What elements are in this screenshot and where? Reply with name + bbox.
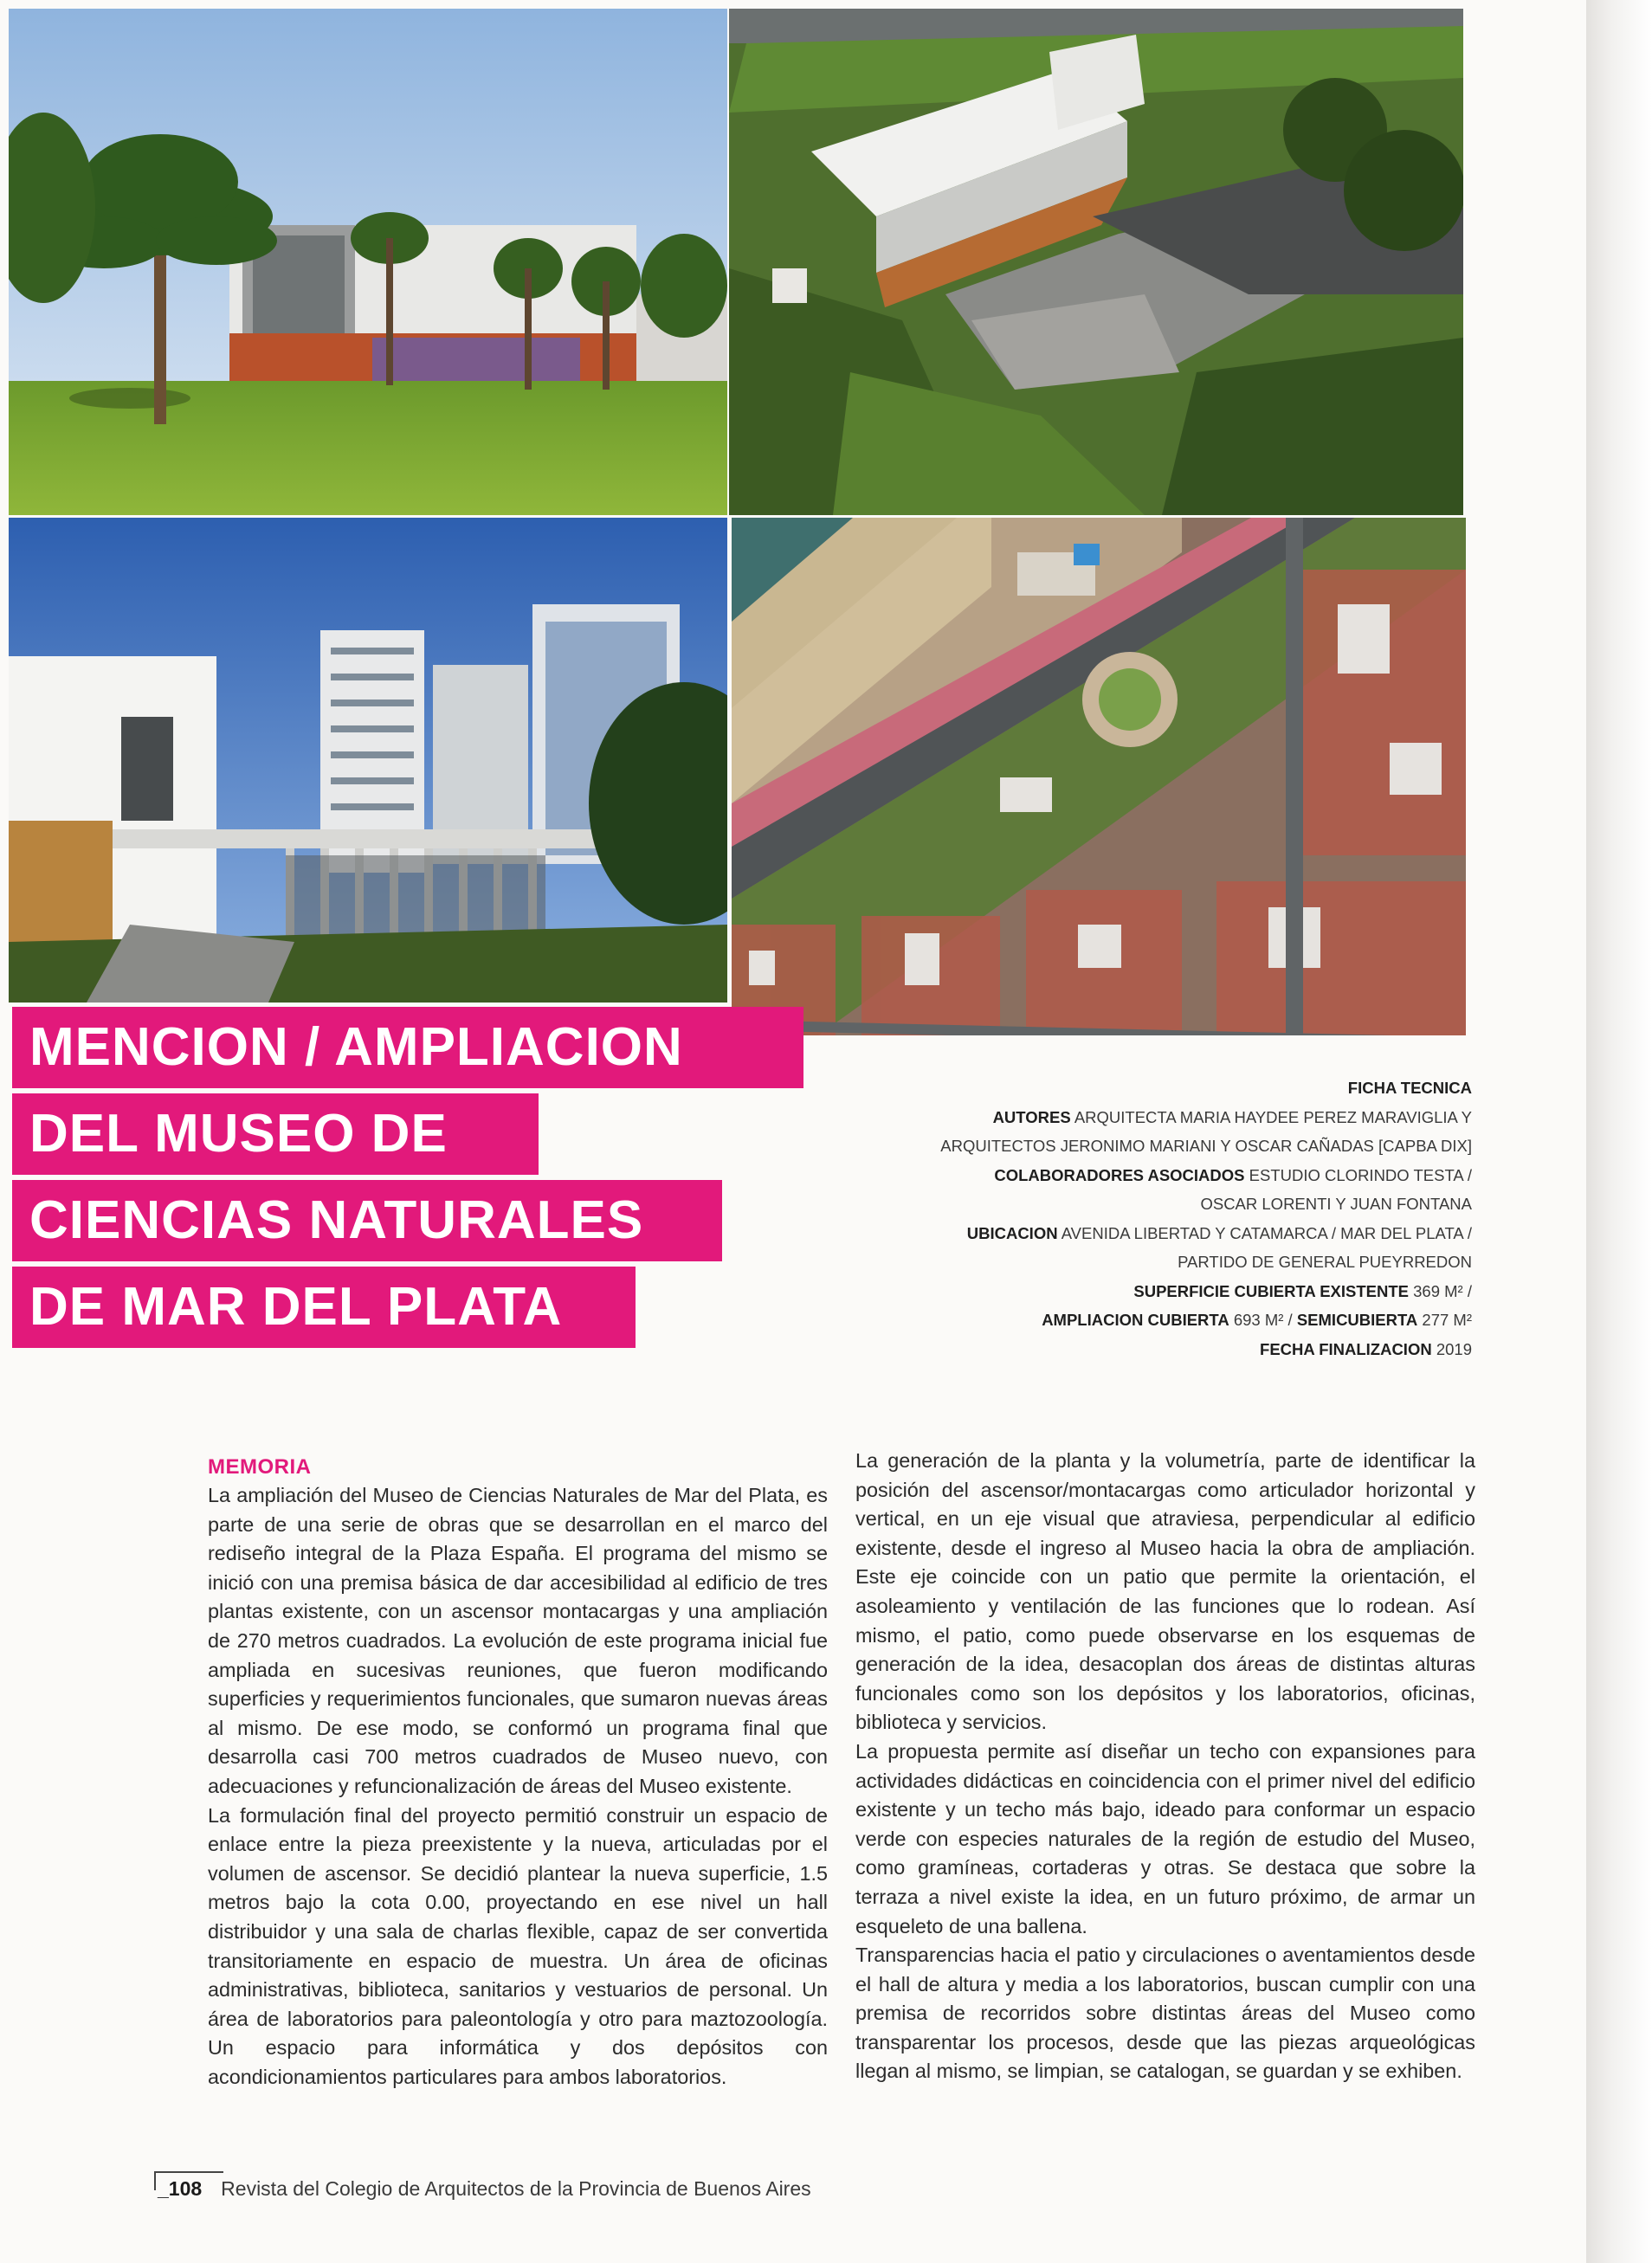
superficie-label: SUPERFICIE CUBIERTA EXISTENTE xyxy=(1133,1281,1409,1300)
ubicacion-label: UBICACION xyxy=(966,1223,1058,1242)
title-line-2: DEL MUSEO DE xyxy=(12,1093,539,1175)
autores-label: AUTORES xyxy=(992,1107,1071,1126)
photo-aerial-oblique xyxy=(729,9,1463,515)
memoria-paragraph: La generación de la planta y la volumetría, parte de identificar la posición del ascensor/montacargas como articulador horizontal y vertical, en un eje visual que atraviesa, perpendicular al edificio existente, desde el ingreso al Museo hacia la obra de ampliación. Este eje coincide con un patio que permite la orientación, el asoleamiento y ventilación de las funciones que lo rodean. Así mismo, el patio, como puede observarse en los esquemas de generación de la idea, desacoplan dos áreas de distintas alturas funcionales como son los depósitos y los laboratorios, oficinas, biblioteca y servicios. xyxy=(855,1449,1475,1734)
fecha-label: FECHA FINALIZACION xyxy=(1260,1339,1432,1358)
superficie-value: 369 M² / xyxy=(1413,1281,1472,1300)
title-line-1: MENCION / AMPLIACION xyxy=(12,1007,803,1088)
colaboradores-label: COLABORADORES ASOCIADOS xyxy=(994,1165,1245,1184)
page-edge-shadow xyxy=(1586,0,1652,2263)
page-number: _108 xyxy=(158,2177,203,2200)
memoria-paragraph: La propuesta permite así diseñar un techo con expansiones para actividades didácticas en coincidencia con el primer nivel del edificio existente y un techo más bajo, ideado para conformar un espacio verde con especies naturales de la región de estudio del Museo, como gramíneas, cortaderas y otras. Se destaca que sobre la terraza a nivel existe la idea, en un futuro próximo, de armar un esqueleto de una ballena. xyxy=(855,1739,1475,1937)
fecha-value: 2019 xyxy=(1436,1339,1472,1358)
autores-line2: ARQUITECTOS JERONIMO MARIANI Y OSCAR CAÑADAS [CAPBA DIX] xyxy=(940,1137,1472,1155)
ubicacion-line1: AVENIDA LIBERTAD Y CATAMARCA / MAR DEL PLATA / xyxy=(1061,1223,1472,1242)
memoria-heading: MEMORIA xyxy=(208,1455,312,1479)
photo-museum-exterior xyxy=(9,9,727,515)
ubicacion-line2: PARTIDO DE GENERAL PUEYRREDON xyxy=(1178,1253,1472,1271)
autores-line1: ARQUITECTA MARIA HAYDEE PEREZ MARAVIGLIA Y xyxy=(1074,1107,1472,1126)
colaboradores-line2: OSCAR LORENTI Y JUAN FONTANA xyxy=(1200,1195,1472,1213)
memoria-paragraph: La ampliación del Museo de Ciencias Naturales de Mar del Plata, es parte de una serie de obras que se desarrollan en el marco del rediseño integral de la Plaza España. El programa del mismo se inició con una premisa básica de dar accesibilidad al edificio de tres plantas existente, con un ascensor montacargas y una ampliación de 270 metros cuadrados. La evolución de este programa inicial fue ampliada en sucesivas reuniones, que fueron modificando superficies y requerimientos funcionales, que sumaron nuevas áreas al mismo. De ese modo, se conformó un programa final que desarrolla casi 700 metros cuadrados de Museo nuevo, con adecuaciones y refuncionalización de áreas del Museo existente. xyxy=(208,1484,828,1797)
memoria-column-right xyxy=(855,1447,1475,2086)
title-line-4: DE MAR DEL PLATA xyxy=(12,1267,636,1348)
semicubierta-label: SEMICUBIERTA xyxy=(1296,1311,1418,1329)
photo-aerial-topdown xyxy=(732,518,1466,1035)
memoria-column-left xyxy=(208,1453,828,2092)
footer-rule-vertical xyxy=(154,2171,156,2190)
ampliacion-label: AMPLIACION CUBIERTA xyxy=(1042,1311,1229,1329)
semicubierta-value: 277 M² xyxy=(1422,1311,1472,1329)
memoria-paragraph: Transparencias hacia el patio y circulaciones o aventamientos desde el hall de altura y media a los laboratorios, buscan cumplir con una premisa de recorridos sobre distintas áreas del Museo como transparentar los procesos, desde que las piezas arqueológicas llegan al mismo, se limpian, se catalogan, se guardan y se exhiben. xyxy=(855,1944,1475,2083)
page-footer xyxy=(158,2177,811,2201)
photo-courtyard-towers xyxy=(9,518,727,1003)
colaboradores-line1: ESTUDIO CLORINDO TESTA / xyxy=(1249,1165,1472,1184)
memoria-paragraph: La formulación final del proyecto permitió construir un espacio de enlace entre la pieza preexistente y la nueva, articuladas por el volumen de ascensor. Se decidió plantear la nueva superficie, 1.5 metros bajo la cota 0.00, proyectando en ese nivel un hall distribuidor y una sala de charlas flexible, capaz de ser convertida transitoriamente en espacio de muestra. Un área de oficinas administrativas, biblioteca, sanitarios y vestuarios de personal. Un área de laboratorios para paleontología y otro para maztozoología. Un espacio para informática y dos depósitos con acondicionamientos particulares para ambos laboratorios. xyxy=(208,1803,828,2088)
ficha-tecnica xyxy=(866,1073,1472,1364)
footer-rule xyxy=(154,2171,223,2173)
publication-name: Revista del Colegio de Arquitectos de la Provincia de Buenos Aires xyxy=(221,2177,811,2200)
ampliacion-value: 693 M² / xyxy=(1233,1311,1293,1329)
title-line-3: CIENCIAS NATURALES xyxy=(12,1180,722,1261)
ficha-heading: FICHA TECNICA xyxy=(1347,1079,1472,1097)
